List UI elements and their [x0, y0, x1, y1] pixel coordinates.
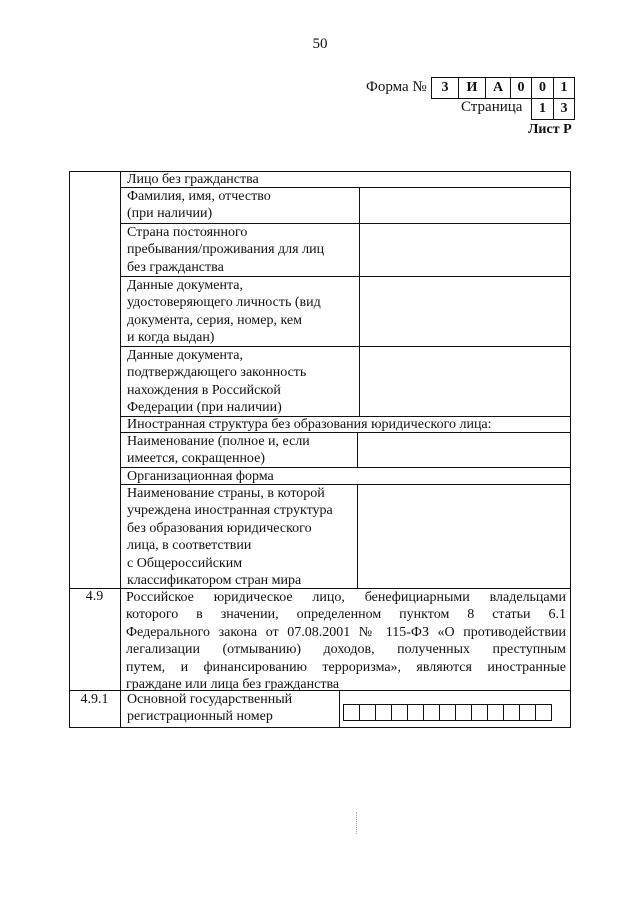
- field-identity-document-value[interactable]: [365, 278, 565, 344]
- field-legal-stay-document-label: Данные документа, подтверждающего законность нахождения в Российской Федерации (при наличии): [127, 348, 307, 416]
- ogrn-digit-box[interactable]: [391, 704, 408, 721]
- item-4-9-line: Российское юридическое лицо, бенефициарными владельцами: [126, 590, 566, 605]
- ogrn-digit-box[interactable]: [407, 704, 424, 721]
- item-4-9-line: легализации (отмыванию) доходов, полученных преступным: [126, 642, 566, 658]
- page-number: 50: [312, 36, 328, 52]
- item-4-9-line: которого в значении, определенном пунктом 8 статьи 6.1: [126, 607, 566, 623]
- ogrn-digit-box[interactable]: [375, 704, 392, 721]
- form-code-box: 0: [531, 77, 554, 99]
- ogrn-digit-box[interactable]: [519, 704, 536, 721]
- form-number-label: Форма №: [366, 79, 427, 95]
- form-code-box: 0: [510, 77, 532, 99]
- field-organizational-form-label: Организационная форма: [127, 469, 274, 484]
- foreign-structure-heading: Иностранная структура без образования юридического лица:: [127, 417, 492, 432]
- ogrn-digit-box[interactable]: [471, 704, 488, 721]
- ogrn-digit-box[interactable]: [423, 704, 440, 721]
- form-code-box: 1: [553, 77, 575, 99]
- ogrn-digit-box[interactable]: [439, 704, 456, 721]
- field-country-value[interactable]: [363, 486, 565, 586]
- page-code-box: 3: [553, 98, 575, 120]
- field-country-label: Наименование страны, в которой учреждена иностранная структура без образования юридического лица, в соответствии с Общероссийским классификатором стран мира: [127, 486, 333, 589]
- field-structure-name-value[interactable]: [363, 434, 565, 465]
- ogrn-digit-box[interactable]: [535, 704, 552, 721]
- ogrn-digit-box[interactable]: [343, 704, 360, 721]
- form-code-box: А: [485, 77, 511, 99]
- stateless-heading: Лицо без гражданства: [127, 172, 259, 187]
- field-structure-name-label: Наименование (полное и, если имеется, сокращенное): [127, 434, 310, 467]
- item-4-9-line: граждане или лица без гражданства: [126, 677, 340, 693]
- form-code-box: 3: [431, 77, 459, 99]
- ogrn-digit-box[interactable]: [503, 704, 520, 721]
- page-code-box: 1: [531, 98, 554, 120]
- field-identity-document-label: Данные документа, удостоверяющего личность (вид документа, серия, номер, кем и когда выдан): [127, 278, 321, 346]
- item-4-9-1-number: 4.9.1: [80, 692, 109, 707]
- sheet-label: Лист Р: [528, 122, 572, 137]
- ogrn-label: Основной государственный регистрационный номер: [127, 692, 293, 725]
- form-code-box: И: [458, 77, 486, 99]
- item-4-9-line: Федерального закона от 07.08.2001 № 115-ФЗ «О противодействии: [126, 624, 566, 640]
- field-legal-stay-document-value[interactable]: [365, 348, 565, 414]
- field-residence-country-label: Страна постоянного пребывания/проживания для лиц без гражданства: [127, 225, 325, 275]
- scan-mark: [356, 812, 358, 834]
- item-4-9-text: [126, 589, 566, 693]
- ogrn-digit-box[interactable]: [487, 704, 504, 721]
- field-full-name-label: Фамилия, имя, отчество (при наличии): [127, 189, 271, 222]
- field-full-name-value[interactable]: [365, 189, 565, 221]
- field-residence-country-value[interactable]: [365, 225, 565, 275]
- page-label: Страница: [461, 99, 523, 115]
- item-4-9-number: 4.9: [85, 589, 104, 604]
- ogrn-digit-box[interactable]: [455, 704, 472, 721]
- form-table: [69, 171, 571, 728]
- ogrn-digit-box[interactable]: [359, 704, 376, 721]
- field-organizational-form-value[interactable]: [363, 469, 565, 482]
- item-4-9-line: путем, и финансированию терроризма», являются иностранные: [126, 659, 566, 675]
